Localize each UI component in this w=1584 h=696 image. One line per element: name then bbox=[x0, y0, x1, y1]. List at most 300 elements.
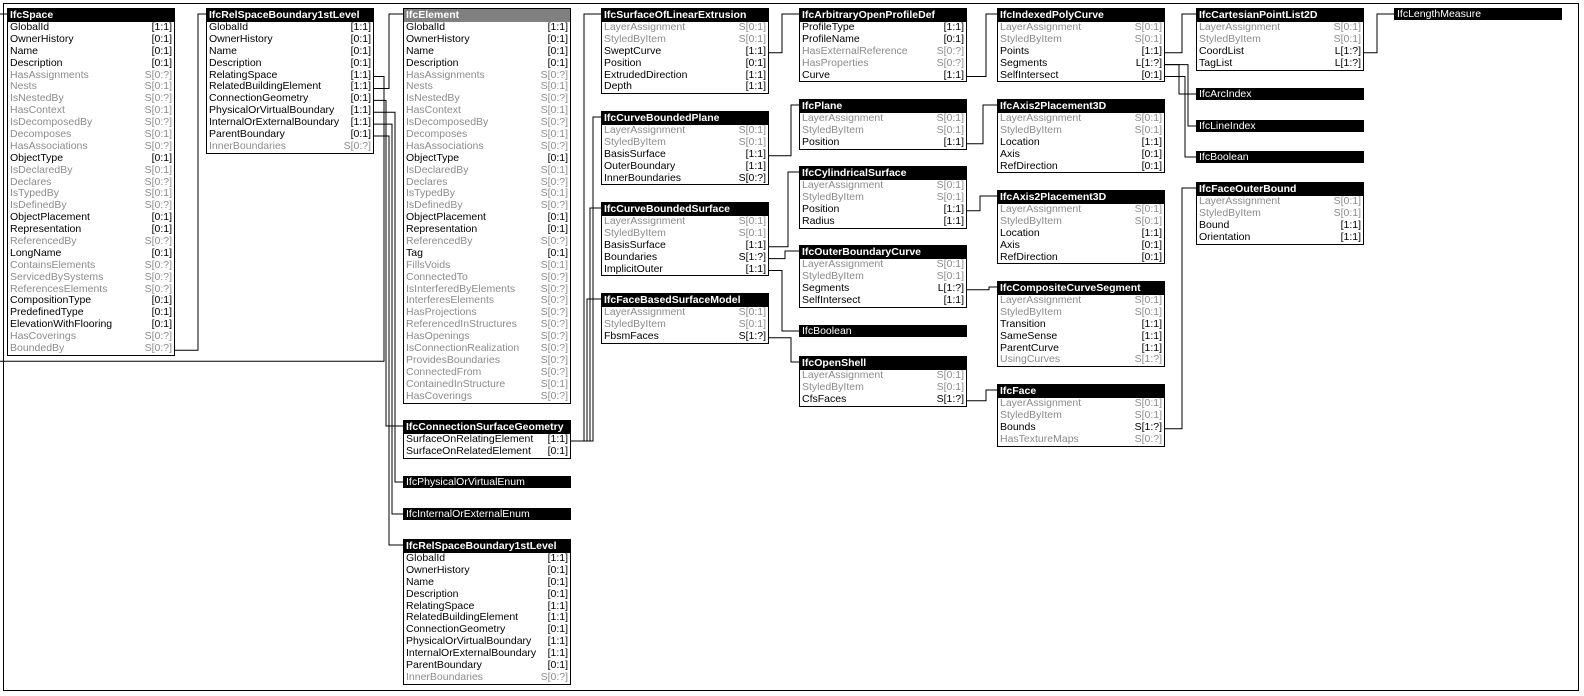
attribute-cardinality: S[0:?] bbox=[540, 294, 568, 307]
attribute-name: HasContext bbox=[10, 104, 65, 117]
attribute-cardinality: [1:1] bbox=[547, 647, 568, 660]
attribute-row[interactable] bbox=[602, 264, 768, 276]
attribute-cardinality: [1:1] bbox=[745, 68, 766, 81]
attribute-cardinality: [0:1] bbox=[350, 128, 371, 141]
attribute-name: ConnectionGeometry bbox=[209, 92, 309, 105]
attribute-cardinality: S[0:1] bbox=[540, 163, 568, 176]
attribute-name: StyledByItem bbox=[1000, 123, 1062, 136]
entity-box-ifc-composite-curve-segment[interactable] bbox=[997, 281, 1165, 367]
attribute-name: LayerAssignment bbox=[1000, 294, 1082, 306]
entity-box-ifc-rel-space-boundary1st-level[interactable] bbox=[206, 8, 374, 154]
attribute-name: RefDirection bbox=[1000, 159, 1058, 172]
attribute-cardinality: S[0:?] bbox=[540, 670, 568, 683]
attribute-cardinality: S[0:?] bbox=[540, 342, 568, 355]
attribute-name: OwnerHistory bbox=[209, 32, 273, 45]
attribute-cardinality: [0:1] bbox=[350, 44, 371, 57]
attribute-name: Name bbox=[406, 575, 435, 588]
attribute-name: HasAssignments bbox=[406, 68, 485, 81]
attribute-row[interactable] bbox=[404, 236, 570, 248]
attribute-name: ParentBoundary bbox=[209, 128, 285, 141]
attribute-cardinality: [1:1] bbox=[1141, 341, 1162, 354]
attribute-cardinality: [1:1] bbox=[350, 68, 371, 81]
attribute-cardinality: S[0:?] bbox=[144, 330, 172, 343]
attribute-name: ParentCurve bbox=[1000, 341, 1059, 354]
attribute-cardinality: S[0:1] bbox=[540, 377, 568, 390]
attribute-name: StyledByItem bbox=[1000, 305, 1062, 318]
attribute-cardinality: S[0:1] bbox=[936, 380, 964, 393]
attribute-name: RelatedBuildingElement bbox=[406, 611, 519, 624]
attribute-cardinality: S[0:?] bbox=[144, 116, 172, 129]
attribute-cardinality: S[0:?] bbox=[540, 270, 568, 283]
attribute-name: StyledByItem bbox=[1000, 408, 1062, 421]
attribute-cardinality: S[0:?] bbox=[540, 318, 568, 331]
attribute-cardinality: S[0:1] bbox=[738, 317, 766, 330]
attribute-name: Bound bbox=[1199, 218, 1230, 231]
attribute-cardinality: [1:1] bbox=[547, 433, 568, 445]
attribute-name: IsTypedBy bbox=[406, 187, 456, 200]
attribute-cardinality: S[0:1] bbox=[1333, 206, 1361, 219]
attribute-row[interactable] bbox=[8, 343, 174, 355]
attribute-name: GlobalId bbox=[209, 21, 249, 33]
attribute-row[interactable] bbox=[800, 216, 966, 228]
attribute-cardinality: [0:1] bbox=[943, 32, 964, 45]
attribute-name: HasAssignments bbox=[10, 68, 89, 81]
attribute-row[interactable] bbox=[998, 434, 1164, 446]
attribute-cardinality: [1:1] bbox=[1141, 317, 1162, 330]
attribute-cardinality: S[0:?] bbox=[540, 353, 568, 366]
attribute-cardinality: [0:1] bbox=[547, 563, 568, 576]
attribute-name: LayerAssignment bbox=[1199, 21, 1281, 33]
entity-box-ifc-element[interactable] bbox=[403, 8, 571, 404]
attribute-cardinality: [1:1] bbox=[1141, 226, 1162, 239]
type-box-ifc-internal-or-external-enum[interactable]: IfcInternalOrExternalEnum bbox=[403, 508, 571, 520]
attribute-name: ReferencesElements bbox=[10, 282, 108, 295]
attribute-name: RelatedBuildingElement bbox=[209, 80, 322, 93]
attribute-name: CompositionType bbox=[10, 294, 92, 307]
attribute-cardinality: [0:1] bbox=[547, 444, 568, 457]
entity-title[interactable]: IfcFaceOuterBound bbox=[1197, 183, 1363, 196]
entity-title[interactable]: IfcCurveBoundedPlane bbox=[602, 112, 768, 125]
attribute-name: HasOpenings bbox=[406, 330, 470, 343]
attribute-cardinality: [0:1] bbox=[151, 44, 172, 57]
attribute-name: ReferencedInStructures bbox=[406, 318, 517, 331]
attribute-name: Orientation bbox=[1199, 230, 1251, 243]
attribute-name: InterferesElements bbox=[406, 294, 495, 307]
attribute-cardinality: S[1:?] bbox=[1134, 353, 1162, 366]
attribute-cardinality: S[0:1] bbox=[540, 104, 568, 117]
attribute-row[interactable] bbox=[602, 331, 768, 343]
attribute-row[interactable] bbox=[207, 141, 373, 153]
attribute-cardinality: S[0:1] bbox=[540, 80, 568, 93]
attribute-row[interactable] bbox=[800, 394, 966, 406]
attribute-cardinality: L[1:?] bbox=[1334, 56, 1361, 69]
attribute-cardinality: [1:1] bbox=[547, 21, 568, 33]
attribute-cardinality: L[1:?] bbox=[937, 281, 964, 294]
entity-box-ifc-rel-space-boundary1st-level[interactable] bbox=[403, 539, 571, 685]
attribute-name: Description bbox=[10, 56, 63, 69]
attribute-cardinality: S[0:1] bbox=[540, 258, 568, 271]
attribute-name: PredefinedType bbox=[10, 306, 84, 319]
attribute-name: ExtrudedDirection bbox=[604, 68, 688, 81]
attribute-name: InnerBoundaries bbox=[406, 670, 484, 683]
attribute-cardinality: S[0:?] bbox=[540, 68, 568, 81]
attribute-cardinality: [1:1] bbox=[943, 202, 964, 215]
entity-title[interactable]: IfcCartesianPointList2D bbox=[1197, 9, 1363, 22]
attribute-name: HasAssociations bbox=[406, 139, 484, 152]
entity-box-ifc-axis2placement3d[interactable] bbox=[997, 99, 1165, 173]
attribute-cardinality: S[0:1] bbox=[1134, 214, 1162, 227]
attribute-cardinality: [1:1] bbox=[745, 147, 766, 160]
attribute-name: Points bbox=[1000, 44, 1030, 57]
attribute-row[interactable] bbox=[404, 672, 570, 684]
attribute-cardinality: [0:1] bbox=[350, 92, 371, 105]
attribute-name: Decomposes bbox=[406, 128, 468, 141]
attribute-name: GlobalId bbox=[406, 552, 446, 564]
attribute-name: LayerAssignment bbox=[604, 21, 686, 33]
attribute-name: LayerAssignment bbox=[802, 179, 884, 191]
attribute-name: IsConnectionRealization bbox=[406, 342, 520, 355]
attribute-cardinality: S[0:1] bbox=[144, 128, 172, 141]
attribute-name: ObjectType bbox=[10, 151, 64, 164]
attribute-cardinality: L[1:?] bbox=[1334, 44, 1361, 57]
attribute-name: Name bbox=[406, 44, 435, 57]
attribute-cardinality: S[0:1] bbox=[1134, 21, 1162, 33]
attribute-cardinality: S[1:?] bbox=[1134, 420, 1162, 433]
attribute-cardinality: [0:1] bbox=[547, 223, 568, 236]
attribute-name: LayerAssignment bbox=[604, 306, 686, 318]
attribute-cardinality: [1:1] bbox=[943, 68, 964, 81]
attribute-name: LayerAssignment bbox=[1199, 195, 1281, 207]
entity-title[interactable]: IfcRelSpaceBoundary1stLevel bbox=[207, 9, 373, 22]
attribute-name: LayerAssignment bbox=[604, 215, 686, 227]
attribute-cardinality: [1:1] bbox=[745, 80, 766, 93]
attribute-name: Nests bbox=[10, 80, 37, 93]
attribute-name: StyledByItem bbox=[802, 190, 864, 203]
attribute-cardinality: [1:1] bbox=[350, 116, 371, 129]
entity-box-ifc-arbitrary-open-profile-def[interactable] bbox=[799, 8, 967, 82]
attribute-name: RelatingSpace bbox=[406, 599, 475, 612]
type-box-ifc-boolean[interactable]: IfcBoolean bbox=[799, 325, 967, 337]
attribute-cardinality: S[0:1] bbox=[1134, 203, 1162, 215]
attribute-name: IsDecomposedBy bbox=[406, 116, 489, 129]
entity-title[interactable]: IfcCylindricalSurface bbox=[800, 167, 966, 180]
attribute-name: ContainedInStructure bbox=[406, 377, 506, 390]
attribute-name: StyledByItem bbox=[604, 226, 666, 239]
attribute-name: Depth bbox=[604, 80, 633, 93]
attribute-cardinality: [0:1] bbox=[547, 587, 568, 600]
attribute-cardinality: [1:1] bbox=[943, 21, 964, 33]
attribute-name: Segments bbox=[802, 281, 850, 294]
attribute-cardinality: S[0:?] bbox=[144, 139, 172, 152]
attribute-cardinality: [0:1] bbox=[547, 32, 568, 45]
attribute-name: Location bbox=[1000, 135, 1040, 148]
entity-box-ifc-curve-bounded-surface[interactable] bbox=[601, 202, 769, 276]
type-box-ifc-boolean[interactable]: IfcBoolean bbox=[1196, 151, 1364, 163]
attribute-row[interactable] bbox=[998, 252, 1164, 264]
attribute-name: LayerAssignment bbox=[1000, 112, 1082, 124]
entity-title[interactable]: IfcConnectionSurfaceGeometry bbox=[404, 421, 570, 434]
attribute-name: BasisSurface bbox=[604, 147, 666, 160]
attribute-cardinality: S[0:?] bbox=[1134, 432, 1162, 445]
attribute-name: ConnectedFrom bbox=[406, 365, 482, 378]
attribute-cardinality: S[0:1] bbox=[144, 187, 172, 200]
attribute-row[interactable] bbox=[800, 295, 966, 307]
entity-box-ifc-space[interactable] bbox=[7, 8, 175, 356]
attribute-name: HasContext bbox=[406, 104, 461, 117]
entity-title[interactable]: IfcPlane bbox=[800, 100, 966, 113]
type-box-ifc-length-measure[interactable]: IfcLengthMeasure bbox=[1394, 8, 1562, 20]
entity-title[interactable]: IfcSurfaceOfLinearExtrusion bbox=[602, 9, 768, 22]
attribute-cardinality: S[0:1] bbox=[1134, 112, 1162, 124]
entity-box-ifc-face-based-surface-model[interactable] bbox=[601, 293, 769, 344]
attribute-cardinality: S[0:1] bbox=[936, 190, 964, 203]
attribute-cardinality: [0:1] bbox=[547, 151, 568, 164]
attribute-cardinality: S[0:?] bbox=[540, 282, 568, 295]
attribute-name: ReferencedBy bbox=[406, 235, 473, 248]
attribute-cardinality: S[0:1] bbox=[936, 369, 964, 381]
attribute-name: Tag bbox=[406, 246, 423, 259]
attribute-name: IsNestedBy bbox=[406, 92, 460, 105]
entity-title[interactable]: IfcArbitraryOpenProfileDef bbox=[800, 9, 966, 22]
attribute-row[interactable] bbox=[998, 161, 1164, 173]
attribute-name: IsDefinedBy bbox=[406, 199, 463, 212]
entity-title[interactable]: IfcCompositeCurveSegment bbox=[998, 282, 1164, 295]
attribute-name: CfsFaces bbox=[802, 392, 847, 405]
entity-title[interactable]: IfcSpace bbox=[8, 9, 174, 22]
attribute-name: Description bbox=[406, 56, 459, 69]
attribute-name: Axis bbox=[1000, 147, 1020, 160]
attribute-cardinality: S[0:1] bbox=[1333, 195, 1361, 207]
attribute-cardinality: S[0:1] bbox=[1333, 21, 1361, 33]
attribute-name: IsDeclaredBy bbox=[10, 163, 73, 176]
attribute-cardinality: [1:1] bbox=[1340, 218, 1361, 231]
entity-box-ifc-surface-of-linear-extrusion[interactable] bbox=[601, 8, 769, 94]
attribute-name: GlobalId bbox=[406, 21, 446, 33]
attribute-name: ObjectPlacement bbox=[10, 211, 90, 224]
attribute-cardinality: [1:1] bbox=[350, 21, 371, 33]
attribute-name: StyledByItem bbox=[1000, 214, 1062, 227]
attribute-cardinality: [1:1] bbox=[547, 635, 568, 648]
attribute-cardinality: [0:1] bbox=[350, 32, 371, 45]
attribute-cardinality: [0:1] bbox=[151, 306, 172, 319]
attribute-cardinality: S[0:1] bbox=[1134, 305, 1162, 318]
attribute-name: ProfileType bbox=[802, 21, 855, 33]
attribute-cardinality: [0:1] bbox=[547, 44, 568, 57]
attribute-cardinality: [0:1] bbox=[547, 211, 568, 224]
attribute-name: SweptCurve bbox=[604, 44, 662, 57]
attribute-cardinality: S[0:1] bbox=[1134, 123, 1162, 136]
attribute-cardinality: [1:1] bbox=[547, 611, 568, 624]
attribute-cardinality: S[0:1] bbox=[738, 21, 766, 33]
attribute-row[interactable] bbox=[602, 81, 768, 93]
attribute-name: SurfaceOnRelatedElement bbox=[406, 444, 531, 457]
attribute-name: InnerBoundaries bbox=[209, 139, 287, 152]
attribute-name: SelfIntersect bbox=[1000, 68, 1059, 81]
attribute-cardinality: S[0:?] bbox=[540, 365, 568, 378]
attribute-cardinality: [0:1] bbox=[151, 223, 172, 236]
attribute-name: BoundedBy bbox=[10, 342, 65, 355]
entity-box-ifc-cylindrical-surface[interactable] bbox=[799, 166, 967, 229]
type-box-ifc-arc-index[interactable]: IfcArcIndex bbox=[1196, 88, 1364, 100]
attribute-row[interactable] bbox=[998, 354, 1164, 366]
attribute-name: HasProjections bbox=[406, 306, 477, 319]
entity-box-ifc-indexed-poly-curve[interactable] bbox=[997, 8, 1165, 82]
attribute-name: Curve bbox=[802, 68, 831, 81]
entity-box-ifc-face[interactable] bbox=[997, 384, 1165, 447]
attribute-cardinality: [1:1] bbox=[745, 159, 766, 172]
entity-box-ifc-open-shell[interactable] bbox=[799, 356, 967, 407]
attribute-cardinality: [0:1] bbox=[745, 56, 766, 69]
attribute-cardinality: [0:1] bbox=[151, 56, 172, 69]
attribute-name: Bounds bbox=[1000, 420, 1036, 433]
attribute-cardinality: S[0:1] bbox=[936, 123, 964, 136]
attribute-name: InnerBoundaries bbox=[604, 171, 682, 184]
attribute-cardinality: [0:1] bbox=[547, 575, 568, 588]
attribute-cardinality: [0:1] bbox=[547, 623, 568, 636]
attribute-name: ObjectPlacement bbox=[406, 211, 486, 224]
entity-box-ifc-axis2placement3d[interactable] bbox=[997, 190, 1165, 264]
attribute-name: Declares bbox=[10, 175, 52, 188]
attribute-cardinality: S[0:1] bbox=[1134, 294, 1162, 306]
attribute-name: GlobalId bbox=[10, 21, 50, 33]
type-box-ifc-physical-or-virtual-enum[interactable]: IfcPhysicalOrVirtualEnum bbox=[403, 476, 571, 488]
attribute-name: FillsVoids bbox=[406, 258, 451, 271]
entity-box-ifc-curve-bounded-plane[interactable] bbox=[601, 111, 769, 185]
attribute-cardinality: S[0:?] bbox=[144, 175, 172, 188]
attribute-row[interactable] bbox=[1197, 232, 1363, 244]
attribute-cardinality: S[0:?] bbox=[936, 56, 964, 69]
attribute-row[interactable] bbox=[404, 391, 570, 403]
entity-box-ifc-connection-surface-geometry[interactable] bbox=[403, 420, 571, 459]
attribute-name: HasTextureMaps bbox=[1000, 432, 1079, 445]
attribute-cardinality: S[0:1] bbox=[936, 258, 964, 270]
entity-box-ifc-plane[interactable] bbox=[799, 99, 967, 150]
attribute-cardinality: S[0:?] bbox=[540, 389, 568, 402]
attribute-name: StyledByItem bbox=[604, 32, 666, 45]
attribute-name: InternalOrExternalBoundary bbox=[406, 647, 537, 660]
attribute-name: PhysicalOrVirtualBoundary bbox=[209, 104, 335, 117]
attribute-cardinality: S[0:1] bbox=[540, 128, 568, 141]
attribute-cardinality: [1:1] bbox=[943, 293, 964, 306]
attribute-name: Name bbox=[209, 44, 238, 57]
attribute-name: ConnectionGeometry bbox=[406, 623, 506, 636]
attribute-cardinality: [0:1] bbox=[1141, 250, 1162, 263]
entity-title[interactable]: IfcRelSpaceBoundary1stLevel bbox=[404, 540, 570, 553]
attribute-cardinality: S[0:?] bbox=[144, 199, 172, 212]
entity-title[interactable]: IfcOuterBoundaryCurve bbox=[800, 246, 966, 259]
attribute-cardinality: S[0:?] bbox=[144, 282, 172, 295]
attribute-cardinality: [0:1] bbox=[547, 246, 568, 259]
attribute-cardinality: [1:1] bbox=[745, 44, 766, 57]
attribute-cardinality: [1:1] bbox=[547, 552, 568, 564]
attribute-row[interactable] bbox=[404, 446, 570, 458]
attribute-cardinality: [1:1] bbox=[1141, 44, 1162, 57]
attribute-cardinality: [0:1] bbox=[151, 246, 172, 259]
attribute-cardinality: [1:1] bbox=[1141, 135, 1162, 148]
attribute-name: LayerAssignment bbox=[1000, 203, 1082, 215]
attribute-name: StyledByItem bbox=[1199, 206, 1261, 219]
attribute-name: Transition bbox=[1000, 317, 1046, 330]
entity-title[interactable]: IfcOpenShell bbox=[800, 357, 966, 370]
attribute-cardinality: S[0:?] bbox=[540, 235, 568, 248]
attribute-name: OwnerHistory bbox=[406, 32, 470, 45]
attribute-row[interactable] bbox=[800, 70, 966, 82]
attribute-cardinality: S[0:1] bbox=[738, 135, 766, 148]
attribute-name: ContainsElements bbox=[10, 258, 96, 271]
attribute-name: IsInterferedByElements bbox=[406, 282, 516, 295]
attribute-name: ProfileName bbox=[802, 32, 860, 45]
entity-title[interactable]: IfcCurveBoundedSurface bbox=[602, 203, 768, 216]
attribute-cardinality: [1:1] bbox=[943, 135, 964, 148]
attribute-name: LayerAssignment bbox=[1000, 21, 1082, 33]
attribute-name: StyledByItem bbox=[604, 135, 666, 148]
attribute-row[interactable] bbox=[602, 173, 768, 185]
attribute-cardinality: S[0:?] bbox=[540, 175, 568, 188]
attribute-name: Description bbox=[209, 56, 262, 69]
attribute-cardinality: [0:1] bbox=[547, 56, 568, 69]
attribute-name: LayerAssignment bbox=[604, 124, 686, 136]
attribute-row[interactable] bbox=[998, 228, 1164, 240]
attribute-cardinality: [0:1] bbox=[151, 211, 172, 224]
attribute-cardinality: [1:1] bbox=[350, 104, 371, 117]
attribute-name: UsingCurves bbox=[1000, 353, 1061, 366]
attribute-cardinality: S[1:?] bbox=[738, 250, 766, 263]
entity-box-ifc-face-outer-bound[interactable] bbox=[1196, 182, 1364, 245]
attribute-cardinality: S[0:?] bbox=[343, 139, 371, 152]
entity-box-ifc-outer-boundary-curve[interactable] bbox=[799, 245, 967, 308]
attribute-cardinality: S[0:?] bbox=[144, 342, 172, 355]
attribute-name: CoordList bbox=[1199, 44, 1244, 57]
attribute-cardinality: S[0:1] bbox=[738, 306, 766, 318]
entity-box-ifc-cartesian-point-list2d[interactable] bbox=[1196, 8, 1364, 71]
entity-title[interactable]: IfcAxis2Placement3D bbox=[998, 100, 1164, 113]
entity-title[interactable]: IfcFaceBasedSurfaceModel bbox=[602, 294, 768, 307]
attribute-name: OuterBoundary bbox=[604, 159, 676, 172]
attribute-cardinality: S[0:1] bbox=[936, 112, 964, 124]
attribute-name: Axis bbox=[1000, 238, 1020, 251]
attribute-name: OwnerHistory bbox=[406, 563, 470, 576]
attribute-row[interactable] bbox=[1197, 58, 1363, 70]
attribute-cardinality: [0:1] bbox=[1141, 147, 1162, 160]
attribute-name: Radius bbox=[802, 214, 835, 227]
attribute-row[interactable] bbox=[998, 70, 1164, 82]
entity-title[interactable]: IfcFace bbox=[998, 385, 1164, 398]
attribute-name: Position bbox=[604, 56, 642, 69]
entity-title[interactable]: IfcElement bbox=[404, 9, 570, 22]
attribute-name: Representation bbox=[406, 223, 478, 236]
attribute-name: LayerAssignment bbox=[802, 112, 884, 124]
attribute-cardinality: [1:1] bbox=[350, 80, 371, 93]
entity-title[interactable]: IfcIndexedPolyCurve bbox=[998, 9, 1164, 22]
attribute-row[interactable] bbox=[998, 137, 1164, 149]
attribute-name: PhysicalOrVirtualBoundary bbox=[406, 635, 532, 648]
entity-title[interactable]: IfcAxis2Placement3D bbox=[998, 191, 1164, 204]
attribute-cardinality: [0:1] bbox=[151, 294, 172, 307]
attribute-name: Position bbox=[802, 202, 840, 215]
attribute-cardinality: [0:1] bbox=[547, 659, 568, 672]
attribute-cardinality: L[1:?] bbox=[1135, 56, 1162, 69]
attribute-name: RefDirection bbox=[1000, 250, 1058, 263]
attribute-row[interactable] bbox=[800, 137, 966, 149]
attribute-cardinality: S[0:?] bbox=[540, 116, 568, 129]
attribute-cardinality: S[0:1] bbox=[1134, 397, 1162, 409]
attribute-name: OwnerHistory bbox=[10, 32, 74, 45]
type-box-ifc-line-index[interactable]: IfcLineIndex bbox=[1196, 120, 1364, 132]
attribute-cardinality: S[0:?] bbox=[540, 199, 568, 212]
attribute-name: RelatingSpace bbox=[209, 68, 278, 81]
attribute-cardinality: S[0:?] bbox=[144, 92, 172, 105]
attribute-name: HasCoverings bbox=[406, 389, 472, 402]
